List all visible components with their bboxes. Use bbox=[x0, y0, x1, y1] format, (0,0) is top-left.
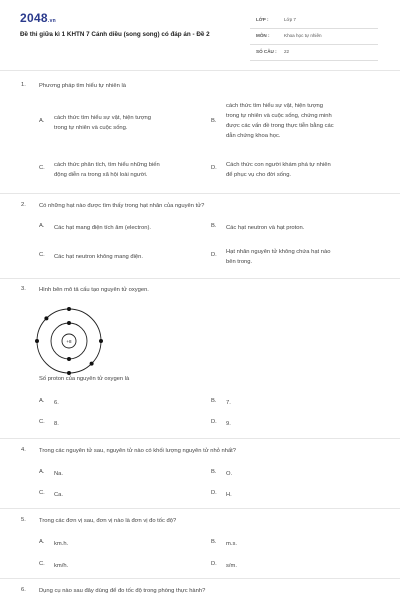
option-letter: C. bbox=[39, 561, 45, 567]
option-a[interactable] bbox=[39, 223, 209, 233]
option-d[interactable] bbox=[211, 419, 386, 429]
question-number: 1. bbox=[21, 82, 26, 88]
option-letter: C. bbox=[39, 419, 45, 425]
option-b[interactable] bbox=[211, 469, 386, 479]
option-c[interactable] bbox=[39, 158, 209, 182]
option-d[interactable] bbox=[211, 158, 386, 182]
meta-row-subject bbox=[250, 29, 378, 45]
option-letter: A. bbox=[39, 469, 45, 475]
option-text: cách thức phân tích, tìm hiểu những biến động diễn ra trong xã hội loài người. bbox=[54, 162, 160, 178]
electron bbox=[67, 357, 71, 361]
option-letter: B. bbox=[211, 118, 217, 124]
logo-main: 2048 bbox=[20, 11, 48, 25]
option-d[interactable] bbox=[211, 247, 386, 267]
option-text: 8. bbox=[54, 421, 59, 427]
option-text: 6. bbox=[54, 400, 59, 406]
electron bbox=[67, 371, 71, 375]
electron bbox=[99, 339, 103, 343]
option-letter: B. bbox=[211, 223, 217, 229]
option-text: Các hạt mang điện tích âm (electron). bbox=[54, 225, 151, 231]
question-number: 5. bbox=[21, 517, 26, 523]
divider bbox=[0, 508, 400, 509]
option-b[interactable] bbox=[211, 398, 386, 408]
meta-value: Lớp 7 bbox=[284, 17, 296, 22]
option-a[interactable] bbox=[39, 398, 209, 408]
option-letter: A. bbox=[39, 398, 45, 404]
option-text: Các hạt neutron không mang điện. bbox=[54, 254, 143, 260]
option-text: cách thức tìm hiểu sự vật, hiện tượng trong tự nhiên và cuộc sống. bbox=[54, 115, 151, 131]
meta-value: 22 bbox=[284, 49, 290, 54]
option-text: Các hạt neutron và hạt proton. bbox=[226, 225, 305, 231]
question-text: Trong các đơn vị sau, đơn vị nào là đơn vị đo tốc độ? bbox=[39, 518, 177, 524]
logo-suffix: .vn bbox=[47, 18, 57, 24]
option-text: s/m. bbox=[226, 563, 237, 569]
meta-key: LỚP : bbox=[256, 17, 269, 22]
question-number: 2. bbox=[21, 202, 26, 208]
option-letter: B. bbox=[211, 539, 217, 545]
electron bbox=[44, 316, 48, 320]
option-a[interactable] bbox=[39, 469, 209, 479]
question-number: 6. bbox=[21, 587, 26, 593]
oxygen-atom-diagram bbox=[34, 306, 104, 376]
option-letter: A. bbox=[39, 539, 45, 545]
meta-key: SỐ CÂU : bbox=[256, 49, 277, 54]
option-a[interactable] bbox=[39, 539, 209, 549]
option-letter: D. bbox=[211, 561, 217, 567]
option-b[interactable] bbox=[211, 223, 386, 233]
divider bbox=[0, 70, 400, 71]
meta-value: Khoa học tự nhiên bbox=[284, 33, 322, 38]
option-letter: A. bbox=[39, 118, 45, 124]
option-letter: C. bbox=[39, 165, 45, 171]
option-d[interactable] bbox=[211, 490, 386, 500]
exam-meta bbox=[250, 13, 378, 61]
option-letter: B. bbox=[211, 469, 217, 475]
option-text: Ca. bbox=[54, 492, 64, 498]
header bbox=[0, 0, 400, 66]
option-text: m.s. bbox=[226, 541, 237, 547]
option-letter: C. bbox=[39, 252, 45, 258]
option-b[interactable] bbox=[211, 539, 386, 549]
option-letter: D. bbox=[211, 490, 217, 496]
option-b[interactable] bbox=[211, 101, 386, 145]
sub-question-text: Số proton của nguyên tử oxygen là bbox=[39, 376, 130, 382]
option-letter: D. bbox=[211, 419, 217, 425]
divider bbox=[0, 438, 400, 439]
option-text: 9. bbox=[226, 421, 231, 427]
option-c[interactable] bbox=[39, 561, 209, 571]
option-text: O. bbox=[226, 471, 233, 477]
electron bbox=[90, 362, 94, 366]
question-text: Có những hạt nào được tìm thấy trong hạt nhân của nguyên tử? bbox=[39, 203, 205, 209]
divider bbox=[0, 193, 400, 194]
option-text: km.h. bbox=[54, 541, 69, 547]
divider bbox=[0, 278, 400, 279]
meta-row-count bbox=[250, 45, 378, 61]
option-c[interactable] bbox=[39, 252, 209, 262]
electron bbox=[35, 339, 39, 343]
question-text: Phương pháp tìm hiểu tự nhiên là bbox=[39, 83, 126, 89]
question-text: Hình bên mô tả cấu tạo nguyên tử oxygen. bbox=[39, 287, 149, 293]
option-text: Cách thức con người khám phá tự nhiên để phục vụ cho đời sống. bbox=[226, 162, 331, 178]
option-c[interactable] bbox=[39, 419, 209, 429]
meta-row-class bbox=[250, 13, 378, 29]
question-text: Dụng cụ nào sau đây dùng để đo tốc độ trong phòng thực hành? bbox=[39, 588, 206, 594]
option-letter: C. bbox=[39, 490, 45, 496]
electron bbox=[67, 307, 71, 311]
question-number: 3. bbox=[21, 286, 26, 292]
nucleus-label: +8 bbox=[66, 338, 72, 344]
page-title: Đề thi giữa kì 1 KHTN 7 Cánh diều (song song) có đáp án - Đề 2 bbox=[20, 31, 210, 38]
option-text: H. bbox=[226, 492, 232, 498]
option-letter: A. bbox=[39, 223, 45, 229]
option-a[interactable] bbox=[39, 110, 209, 134]
question-text: Trong các nguyên tử sau, nguyên tử nào có khối lượng nguyên tử nhỏ nhất? bbox=[39, 448, 237, 454]
option-text: km/h. bbox=[54, 563, 69, 569]
question-number: 4. bbox=[21, 447, 26, 453]
option-d[interactable] bbox=[211, 561, 386, 571]
option-text: 7. bbox=[226, 400, 231, 406]
option-text: Na. bbox=[54, 471, 64, 477]
site-logo[interactable] bbox=[20, 11, 56, 25]
option-letter: D. bbox=[211, 252, 217, 258]
divider bbox=[0, 578, 400, 579]
option-text: Hạt nhân nguyên tử không chứa hạt nào bên trong. bbox=[226, 249, 331, 265]
option-c[interactable] bbox=[39, 490, 209, 500]
option-letter: D. bbox=[211, 165, 217, 171]
option-letter: B. bbox=[211, 398, 217, 404]
electron bbox=[67, 321, 71, 325]
meta-key: MÔN : bbox=[256, 33, 270, 38]
option-text: cách thức tìm hiểu sự vật, hiện tượng trong tự nhiên và cuộc sống, chứng minh được các vấn đề trong thực tiễn bằng các dẫn chứng khoa học. bbox=[226, 103, 334, 139]
